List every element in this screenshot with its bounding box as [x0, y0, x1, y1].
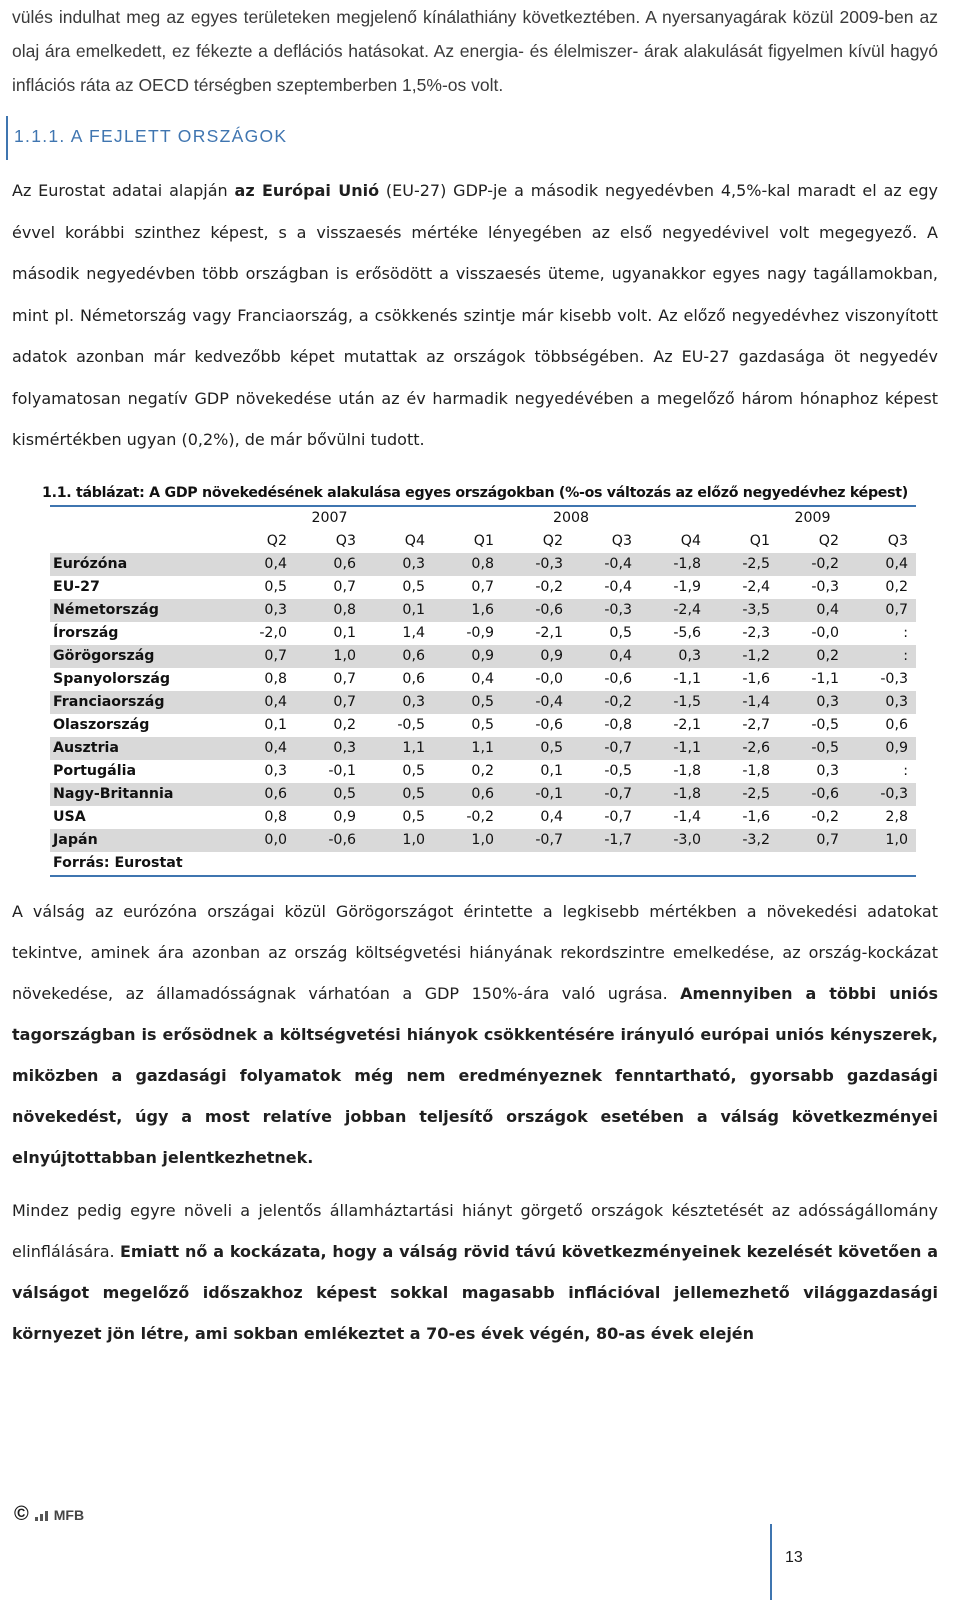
gdp-value-cell: 0,2 [885, 579, 908, 595]
para3-bold: Emiatt nő a kockázata, hogy a válság rövid távú következményeinek kezelését követően a válságot megelőző időszakhoz képest sokkal magasabb inflációval jellemezhető világgazdasági környezet jön létre, ami sokban emlékeztet a 70-es évek végén, 80-as évek elején [12, 1241, 938, 1343]
para1-rest: (EU-27) GDP-je a második negyedévben 4,5%-kal maradt el az egy évvel korábbi szinthez képest, s a visszaesés mértéke lényegében az első negyedévivel volt megegyező. A második negyedévben több országban is erősödött a visszaesés üteme, ugyanakkor egyes nagy tagállamokban, mint pl. Németország vagy Franciaország, a csökkenés szintje már kisebb volt. Az előző negyedévhez viszonyított adatok azonban már kedvezőbb képet mutattak az országok többségében. Az EU-27 gazdasága öt negyedév folyamatosan negatív GDP növekedése után az év harmadik negyedévében a megelőző három hónaphoz képest kismértékben ugyan (0,2%), de már bővülni tudott. [12, 181, 939, 449]
gdp-value-cell: 0,9 [847, 737, 916, 760]
gdp-value-cell: 0,4 [226, 553, 295, 576]
gdp-value-cell: 0,2 [333, 717, 356, 733]
gdp-value-cell: 0,6 [885, 717, 908, 733]
gdp-value-cell: -1,8 [640, 553, 709, 576]
gdp-value-cell: 0,1 [333, 625, 356, 641]
country-name: Eurózóna [50, 553, 226, 576]
gdp-value-cell: 0,9 [433, 645, 502, 668]
table-row [50, 599, 916, 622]
logo-bars-icon [35, 1509, 48, 1521]
country-name: Portugália [53, 763, 137, 779]
mfb-logo [14, 1503, 84, 1526]
gdp-value-cell: -0,7 [502, 829, 571, 852]
gdp-value-cell: 0,7 [226, 645, 295, 668]
empty-cell [433, 852, 502, 876]
gdp-value-cell: -5,6 [673, 625, 701, 641]
gdp-value-cell: 0,5 [402, 579, 425, 595]
gdp-value-cell: 0,5 [609, 625, 632, 641]
gdp-value-cell: -1,6 [742, 809, 770, 825]
table-source: Forrás: Eurostat [50, 852, 226, 876]
gdp-value-cell: 0,4 [778, 599, 847, 622]
country-name: Ausztria [50, 737, 226, 760]
gdp-value-cell: 0,3 [264, 763, 287, 779]
gdp-value-cell: -0,6 [502, 599, 571, 622]
gdp-value-cell: -1,2 [709, 645, 778, 668]
gdp-value-cell: -2,4 [640, 599, 709, 622]
gdp-value-cell: 0,0 [226, 829, 295, 852]
gdp-value-cell: -0,4 [604, 579, 632, 595]
gdp-value-cell: -1,4 [709, 691, 778, 714]
gdp-value-cell: -1,4 [673, 809, 701, 825]
country-name: EU-27 [53, 579, 100, 595]
gdp-value-cell: 0,2 [778, 645, 847, 668]
gdp-value-cell: -0,7 [571, 737, 640, 760]
gdp-value-cell: 0,3 [364, 553, 433, 576]
table-row [50, 691, 916, 714]
quarter-header: Q1 [749, 533, 770, 549]
gdp-value-cell: 0,4 [540, 809, 563, 825]
year-header: 2009 [709, 506, 916, 530]
gdp-value-cell: -2,5 [709, 783, 778, 806]
gdp-value-cell: -0,6 [604, 671, 632, 687]
gdp-value-cell: -0,1 [328, 763, 356, 779]
gdp-value-cell: 0,5 [402, 809, 425, 825]
gdp-value-cell: -2,5 [709, 553, 778, 576]
gdp-value-cell: -0,7 [604, 809, 632, 825]
gdp-value-cell: : [903, 625, 908, 641]
gdp-value-cell: 0,6 [433, 783, 502, 806]
source-row [50, 852, 916, 876]
copyright-symbol: © [14, 1503, 29, 1525]
gdp-value-cell: -1,8 [742, 763, 770, 779]
logo-text: MFB [53, 1506, 85, 1523]
intro-line: vülés indulhat meg az egyes területeken megjelenő kínálathiány következtében. A nyersanyagárak [12, 7, 787, 27]
gdp-value-cell: 0,9 [502, 645, 571, 668]
table-row [50, 737, 916, 760]
country-name: USA [53, 809, 86, 825]
gdp-value-cell: 0,8 [264, 671, 287, 687]
gdp-value-cell: 0,7 [847, 599, 916, 622]
gdp-value-cell: -2,6 [709, 737, 778, 760]
gdp-value-cell: : [903, 763, 908, 779]
gdp-value-cell: -0,4 [502, 691, 571, 714]
gdp-value-cell: -0,3 [502, 553, 571, 576]
table-row [50, 553, 916, 576]
gdp-value-cell: -0,1 [502, 783, 571, 806]
quarter-header: Q3 [887, 533, 908, 549]
gdp-value-cell: -1,1 [673, 671, 701, 687]
gdp-value-cell: 0,5 [433, 691, 502, 714]
intro-line: árak alakulását figyelmen kívül hagyó inflációs ráta az OECD térségben szeptemberben 1,5%-os volt. [12, 41, 938, 95]
gdp-value-cell: -1,7 [571, 829, 640, 852]
gdp-value-cell: -2,4 [742, 579, 770, 595]
gdp-value-cell: 0,6 [364, 645, 433, 668]
country-name: Spanyolország [53, 671, 171, 687]
gdp-value-cell: 0,3 [778, 691, 847, 714]
table-row [50, 714, 916, 737]
gdp-value-cell: -0,5 [397, 717, 425, 733]
quarter-header: Q1 [473, 533, 494, 549]
gdp-value-cell: 2,8 [885, 809, 908, 825]
gdp-value-cell: -1,8 [640, 783, 709, 806]
gdp-value-cell: -2,1 [535, 625, 563, 641]
country-name: Nagy-Britannia [50, 783, 226, 806]
gdp-value-cell: 0,4 [471, 671, 494, 687]
gdp-value-cell: 0,5 [471, 717, 494, 733]
gdp-value-cell: -0,3 [571, 599, 640, 622]
gdp-value-cell: 0,8 [433, 553, 502, 576]
para2-bold: Amennyiben a többi uniós tagországban is erősödnek a költségvetési hiányok csökkentésére irányuló európai uniós kényszerek, miközben a gazdasági folyamatok még nem eredményeznek fenntartható, gyorsabb gazdasági növekedést, úgy a most relatíve jobban teljesítő országok esetében a válság következményei elnyújtottabban jelentkezhetnek. [12, 983, 939, 1167]
gdp-value-cell: 0,4 [571, 645, 640, 668]
quarter-header: Q3 [611, 533, 632, 549]
gdp-value-cell: 0,5 [264, 579, 287, 595]
gdp-value-cell: -0,5 [811, 717, 839, 733]
empty-cell [571, 852, 640, 876]
gdp-value-cell: -2,0 [259, 625, 287, 641]
gdp-value-cell: -1,1 [640, 737, 709, 760]
gdp-value-cell: -3,5 [709, 599, 778, 622]
gdp-value-cell: -0,2 [571, 691, 640, 714]
intro-line: közül 2009-ben az olaj ára emelkedett, ez fékezte a deflációs hatásokat. Az energia- és élelmiszer- [12, 7, 938, 61]
quarter-header: Q3 [335, 533, 356, 549]
gdp-value-cell: -3,2 [709, 829, 778, 852]
gdp-value-cell: 0,3 [226, 599, 295, 622]
table-corner [50, 506, 226, 530]
document-page [12, 0, 938, 1354]
gdp-value-cell: -0,2 [466, 809, 494, 825]
greece-paragraph [12, 891, 938, 1178]
gdp-table-body [50, 506, 916, 876]
gdp-value-cell: 1,0 [847, 829, 916, 852]
empty-cell [778, 852, 847, 876]
gdp-value-cell: -0,7 [571, 783, 640, 806]
table-row [50, 668, 916, 691]
empty-cell [847, 852, 916, 876]
gdp-value-cell: 0,7 [333, 671, 356, 687]
gdp-value-cell: -0,3 [880, 671, 908, 687]
gdp-value-cell: 0,1 [264, 717, 287, 733]
page-number: 13 [785, 1549, 803, 1566]
gdp-value-cell: 1,0 [295, 645, 364, 668]
gdp-value-cell: 0,7 [333, 579, 356, 595]
table-row [50, 829, 916, 852]
section-heading: 1.1.1. A FEJLETT ORSZÁGOK [14, 126, 288, 146]
gdp-value-cell: 0,7 [471, 579, 494, 595]
table-row [50, 783, 916, 806]
gdp-value-cell: 0,3 [640, 645, 709, 668]
empty-cell [709, 852, 778, 876]
gdp-value-cell: -0,3 [811, 579, 839, 595]
para3-plain: Mindez pedig egyre növeli a jelentős államháztartási hiányt görgető országok késztetését az adósságállomány elinflálására. [12, 1200, 938, 1261]
gdp-value-cell: 0,3 [847, 691, 916, 714]
para2-plain: A válság az eurózóna országai közül Görögországot érintette a legkisebb mértékben a növekedési adatokat tekintve, aminek ára azonban az ország költségvetési hiányának rekordszintre emelkedése, az ország-kockázat növekedése, az államadósságnak várhatóan a GDP 150%-ára való ugrása. [12, 901, 938, 1003]
gdp-table [50, 505, 916, 877]
table-title: 1.1. táblázat: A GDP növekedésének alakulása egyes országokban (%-os változás az előző negyedévhez képest) [42, 484, 908, 501]
gdp-value-cell: 0,5 [502, 737, 571, 760]
para1-prefix: Az Eurostat adatai alapján [12, 181, 235, 200]
gdp-value-cell: -1,6 [742, 671, 770, 687]
year-header-row [50, 506, 916, 530]
quarter-header: Q2 [542, 533, 563, 549]
table-row [50, 760, 916, 783]
gdp-value-cell: 0,4 [226, 691, 295, 714]
gdp-value-cell: 1,0 [433, 829, 502, 852]
quarter-header: Q2 [818, 533, 839, 549]
year-header: 2007 [226, 506, 433, 530]
gdp-value-cell: -0,2 [535, 579, 563, 595]
empty-cell [295, 852, 364, 876]
gdp-value-cell: -0,3 [847, 783, 916, 806]
gdp-value-cell: -0,6 [778, 783, 847, 806]
gdp-value-cell: 1,1 [364, 737, 433, 760]
quarter-header: Q4 [680, 533, 701, 549]
empty-cell [226, 852, 295, 876]
para1-bold: az Európai Unió [234, 181, 380, 200]
gdp-value-cell: -0,6 [295, 829, 364, 852]
gdp-value-cell: -1,9 [673, 579, 701, 595]
gdp-value-cell: 1,1 [433, 737, 502, 760]
country-name: Japán [50, 829, 226, 852]
gdp-value-cell: -0,9 [466, 625, 494, 641]
gdp-value-cell: 0,5 [295, 783, 364, 806]
gdp-value-cell: 0,1 [540, 763, 563, 779]
country-name: Franciaország [50, 691, 226, 714]
gdp-value-cell: 0,5 [402, 763, 425, 779]
gdp-value-cell: 0,4 [226, 737, 295, 760]
gdp-value-cell: -2,1 [673, 717, 701, 733]
table-corner [50, 530, 226, 553]
country-name: Olaszország [53, 717, 150, 733]
gdp-value-cell: 0,5 [364, 783, 433, 806]
gdp-value-cell: 1,6 [433, 599, 502, 622]
country-name: Írország [53, 625, 119, 641]
empty-cell [640, 852, 709, 876]
gdp-value-cell: -2,7 [742, 717, 770, 733]
gdp-value-cell: : [847, 645, 916, 668]
gdp-value-cell: -1,1 [811, 671, 839, 687]
gdp-value-cell: -0,5 [778, 737, 847, 760]
heading-accent-bar [6, 116, 8, 160]
gdp-value-cell: -0,2 [778, 553, 847, 576]
gdp-value-cell: 0,4 [847, 553, 916, 576]
section-heading-block [12, 116, 938, 164]
table-row [50, 806, 916, 829]
eu-gdp-paragraph [12, 170, 938, 461]
quarter-header: Q4 [404, 533, 425, 549]
gdp-value-cell: 0,1 [364, 599, 433, 622]
gdp-value-cell: 0,6 [402, 671, 425, 687]
quarter-header: Q2 [266, 533, 287, 549]
gdp-value-cell: 0,6 [295, 553, 364, 576]
country-name: Németország [50, 599, 226, 622]
gdp-value-cell: -1,5 [640, 691, 709, 714]
gdp-value-cell: 0,3 [364, 691, 433, 714]
gdp-value-cell: 1,0 [364, 829, 433, 852]
gdp-value-cell: -0,0 [811, 625, 839, 641]
gdp-value-cell: -0,0 [535, 671, 563, 687]
page-number-accent-bar [770, 1524, 772, 1600]
gdp-value-cell: 0,7 [295, 691, 364, 714]
gdp-value-cell: -2,3 [742, 625, 770, 641]
table-row [50, 576, 916, 599]
country-name: Görögország [50, 645, 226, 668]
empty-cell [364, 852, 433, 876]
gdp-value-cell: 0,3 [295, 737, 364, 760]
year-header: 2008 [433, 506, 709, 530]
gdp-value-cell: 0,2 [471, 763, 494, 779]
gdp-value-cell: 0,6 [226, 783, 295, 806]
gdp-value-cell: 1,4 [402, 625, 425, 641]
quarter-header-row [50, 530, 916, 553]
gdp-value-cell: -3,0 [640, 829, 709, 852]
table-row [50, 645, 916, 668]
intro-paragraph [12, 0, 938, 102]
gdp-value-cell: -0,2 [811, 809, 839, 825]
gdp-value-cell: -1,8 [673, 763, 701, 779]
gdp-value-cell: 0,8 [295, 599, 364, 622]
gdp-value-cell: 0,3 [816, 763, 839, 779]
table-row [50, 622, 916, 645]
inflation-paragraph [12, 1190, 938, 1354]
gdp-value-cell: -0,4 [571, 553, 640, 576]
gdp-value-cell: -0,8 [604, 717, 632, 733]
gdp-value-cell: -0,6 [535, 717, 563, 733]
gdp-value-cell: -0,5 [604, 763, 632, 779]
gdp-value-cell: 0,7 [778, 829, 847, 852]
gdp-value-cell: 0,8 [264, 809, 287, 825]
gdp-value-cell: 0,9 [333, 809, 356, 825]
empty-cell [502, 852, 571, 876]
